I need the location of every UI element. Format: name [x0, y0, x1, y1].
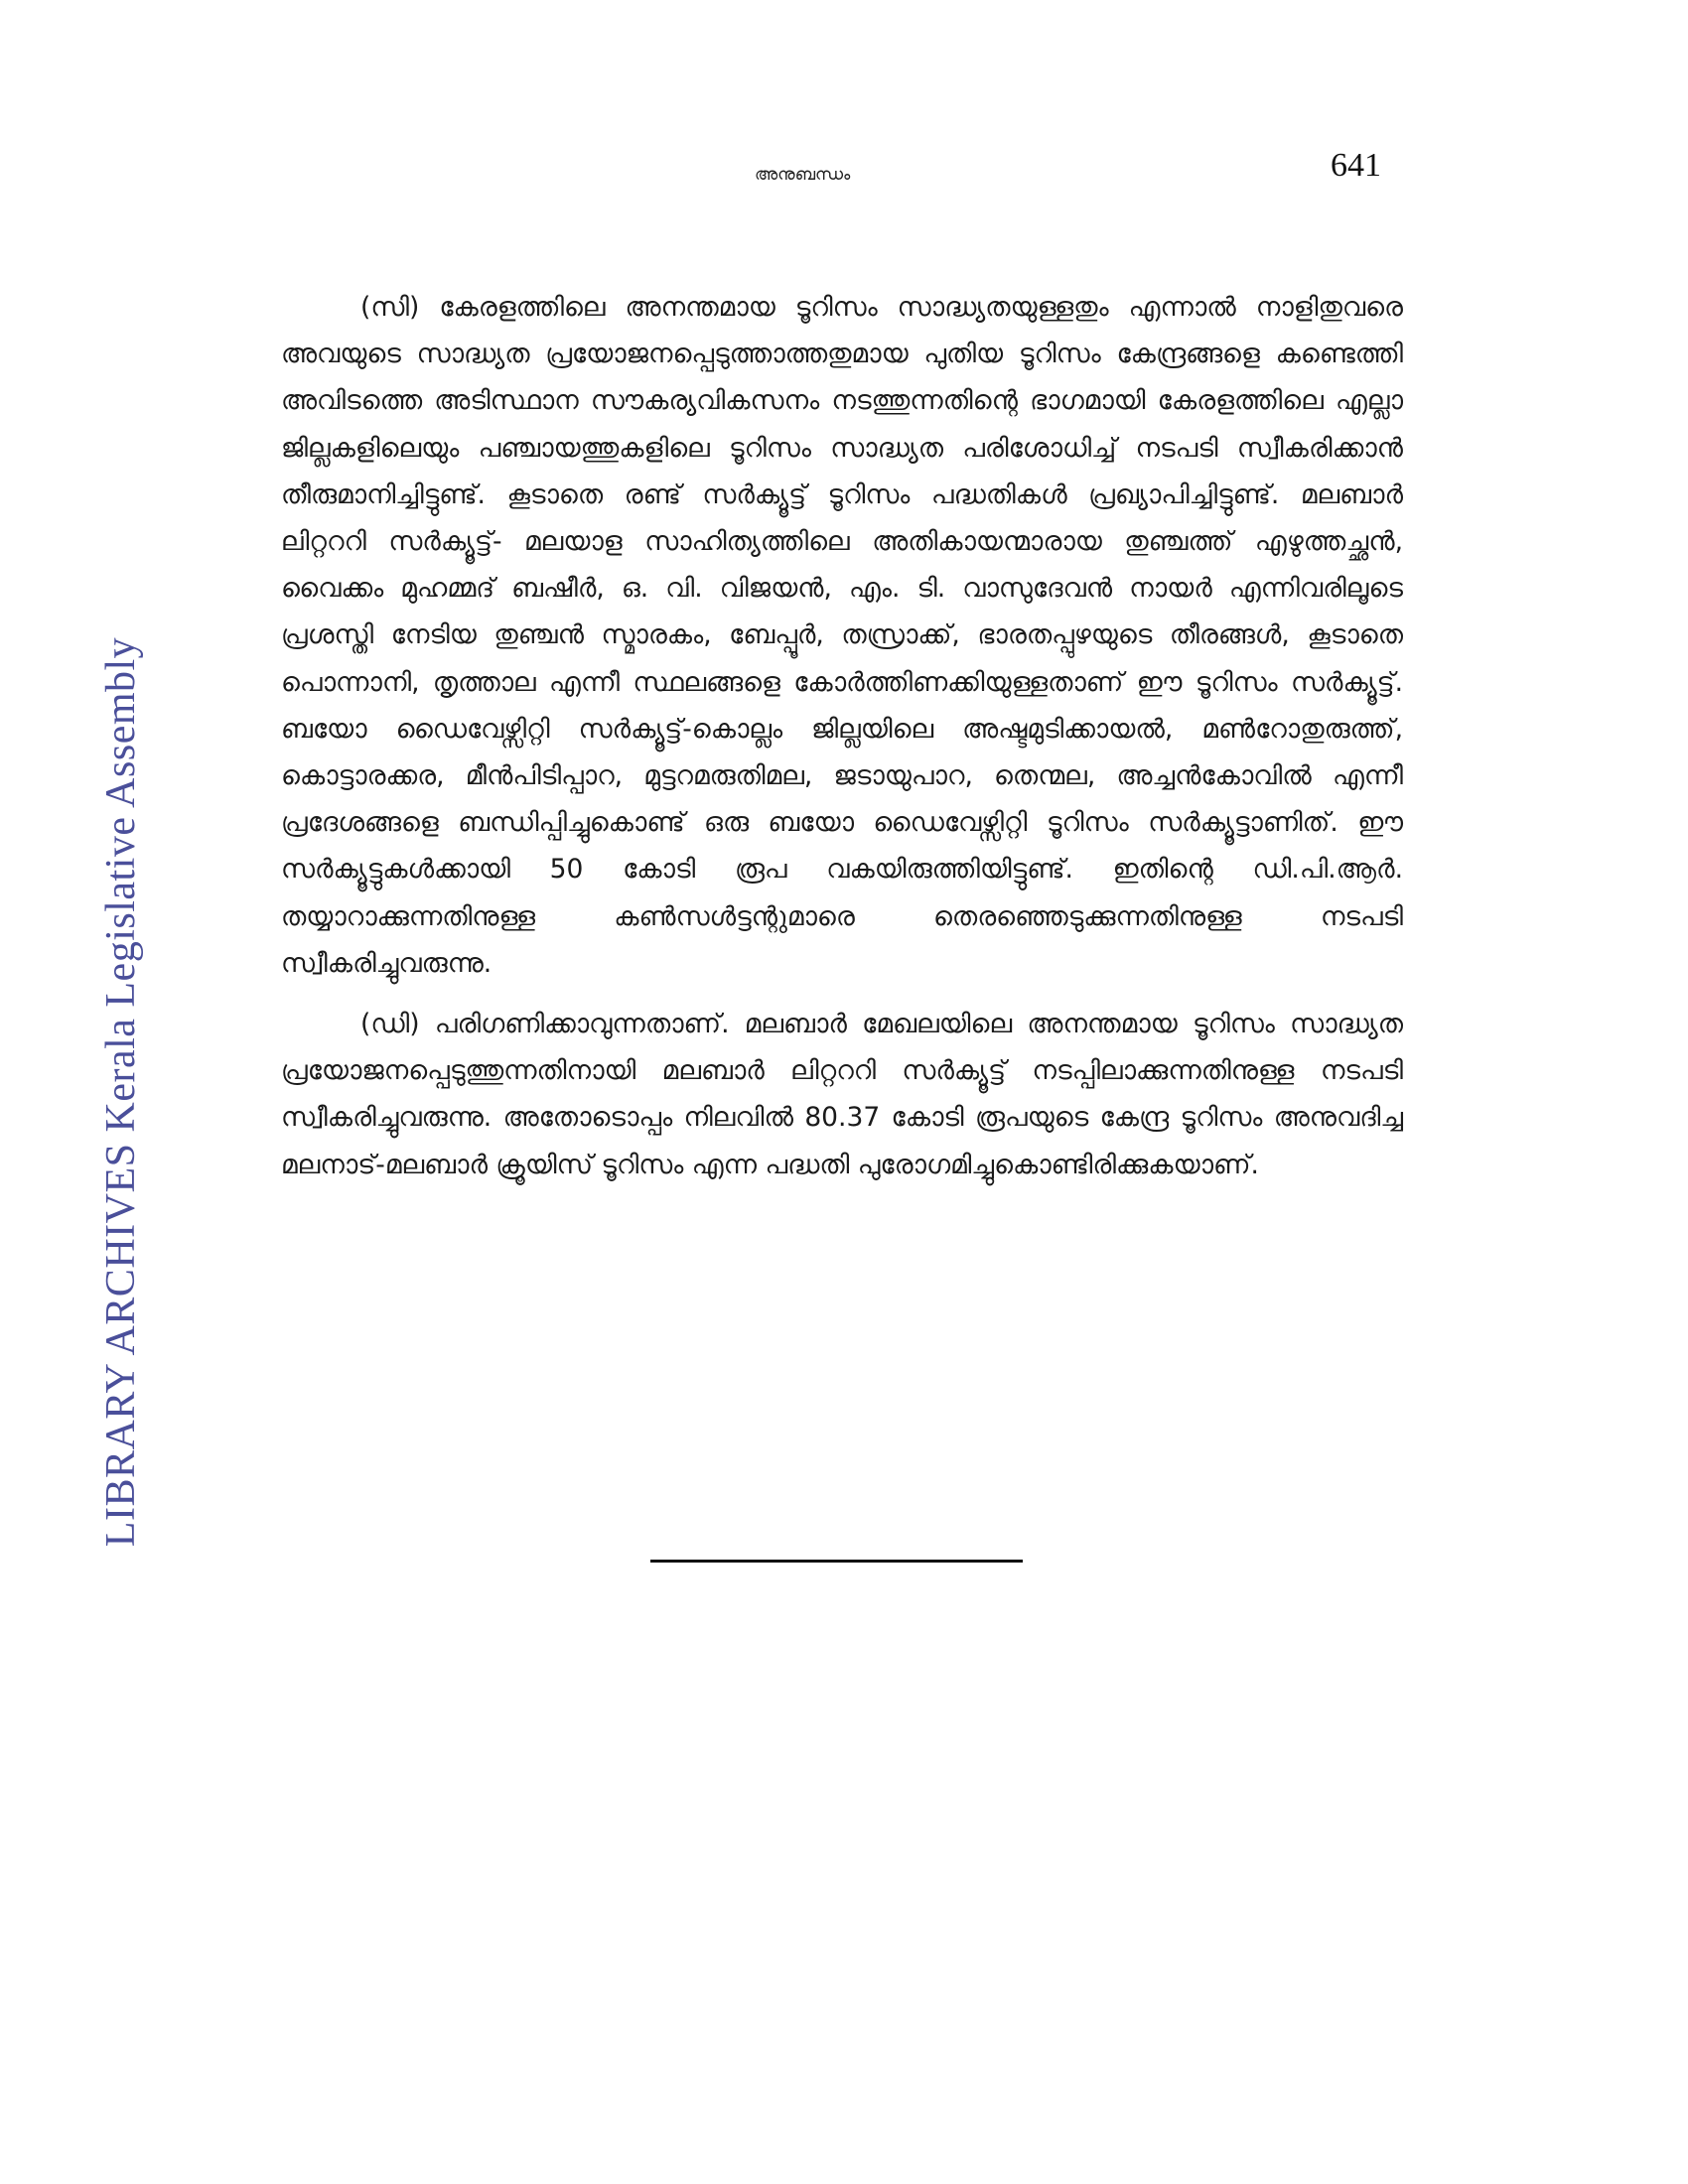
page-number: 641	[1331, 147, 1381, 184]
archive-watermark: LIBRARY ARCHIVES Kerala Legislative Assembly	[98, 636, 144, 1548]
end-rule	[650, 1560, 1023, 1563]
paragraph-d: (ഡി) പരിഗണിക്കാവുന്നതാണ്. മലബാർ മേഖലയിലെ അനന്തമായ ടൂറിസം സാദ്ധ്യത പ്രയോജനപ്പെടുത്തുന്നതിനായി മലബാർ ലിറ്റററി സർക്യൂട്ട് നടപ്പിലാക്കുന്നതിനുള്ള നടപടി സ്വീകരിച്ചുവരുന്നു. അതോടൊപ്പം നിലവിൽ 80.37 കോടി രൂപയുടെ കേന്ദ്ര ടൂറിസം അനുവദിച്ച മലനാട്-മലബാർ ക്രൂയിസ് ടൂറിസം എന്ന പദ്ധതി പുരോഗമിച്ചുകൊണ്ടിരിക്കുകയാണ്.	[281, 1009, 1403, 1180]
body-text	[281, 284, 1403, 1188]
running-title: അനുബന്ധം	[755, 165, 851, 185]
paragraph-c: (സി) കേരളത്തിലെ അനന്തമായ ടൂറിസം സാദ്ധ്യതയുള്ളതും എന്നാൽ നാളിതുവരെ അവയുടെ സാദ്ധ്യത പ്രയോജനപ്പെടുത്താത്തതുമായ പുതിയ ടൂറിസം കേന്ദ്രങ്ങളെ കണ്ടെത്തി അവിടത്തെ അടിസ്ഥാന സൗകര്യവികസനം നടത്തുന്നതിന്റെ ഭാഗമായി കേരളത്തിലെ എല്ലാ ജില്ലകളിലെയും പഞ്ചായത്തുകളിലെ ടൂറിസം സാദ്ധ്യത പരിശോധിച്ച് നടപടി സ്വീകരിക്കാൻ തീരുമാനിച്ചിട്ടുണ്ട്. കൂടാതെ രണ്ട് സർക്യൂട്ട് ടൂറിസം പദ്ധതികൾ പ്രഖ്യാപിച്ചിട്ടുണ്ട്. മലബാർ ലിറ്റററി സർക്യൂട്ട്- മലയാള സാഹിത്യത്തിലെ അതികായന്മാരായ തുഞ്ചത്ത് എഴുത്തച്ഛൻ, വൈക്കം മുഹമ്മദ് ബഷീർ, ഒ. വി. വിജയൻ, എം. ടി. വാസുദേവൻ നായർ എന്നിവരിലൂടെ പ്രശസ്തി നേടിയ തുഞ്ചൻ സ്മാരകം, ബേപ്പൂർ, തസ്രാക്ക്, ഭാരതപ്പുഴയുടെ തീരങ്ങൾ, കൂടാതെ പൊന്നാനി, തൃത്താല എന്നീ സ്ഥലങ്ങളെ കോർത്തിണക്കിയുള്ളതാണ് ഈ ടൂറിസം സർക്യൂട്ട്. ബയോ ഡൈവേഴ്സിറ്റി സർക്യൂട്ട്-കൊല്ലം ജില്ലയിലെ അഷ്ടമുടിക്കായൽ, മൺറോതുരുത്ത്, കൊട്ടാരക്കര, മീൻപിടിപ്പാറ, മുട്ടറമരുതിമല, ജടായുപാറ, തെന്മല, അച്ചൻകോവിൽ എന്നീ പ്രദേശങ്ങളെ ബന്ധിപ്പിച്ചുകൊണ്ട് ഒരു ബയോ ഡൈവേഴ്സിറ്റി ടൂറിസം സർക്യൂട്ടാണിത്. ഈ സർക്യൂട്ടുകൾക്കായി 50 കോടി രൂപ വകയിരുത്തിയിട്ടുണ്ട്. ഇതിന്റെ ഡി.പി.ആർ. തയ്യാറാക്കുന്നതിനുള്ള കൺസൾട്ടന്റുമാരെ തെരഞ്ഞെടുക്കുന്നതിനുള്ള നടപടി സ്വീകരിച്ചുവരുന്നു.	[281, 292, 1403, 979]
